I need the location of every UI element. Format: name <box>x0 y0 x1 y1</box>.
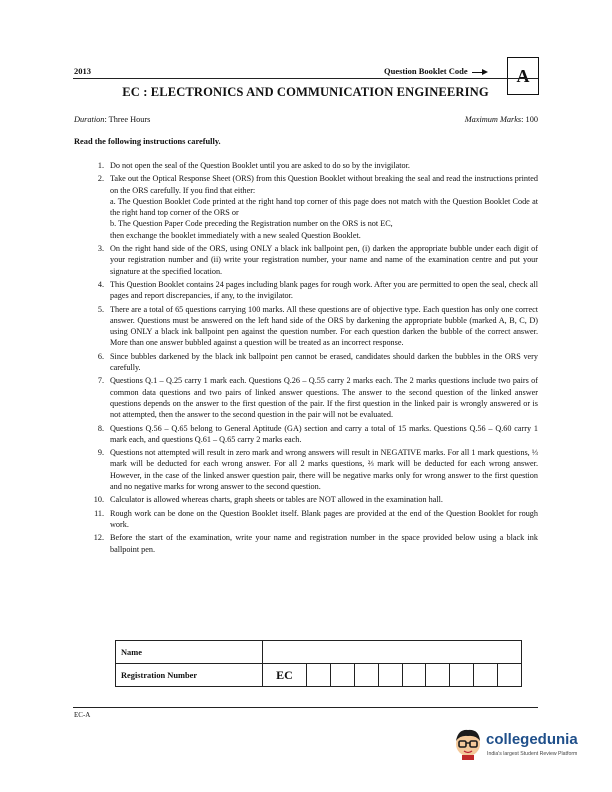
registration-digit-box[interactable] <box>330 664 354 687</box>
item-number: 4. <box>97 279 104 289</box>
sub-item-b: b. The Question Paper Code preceding the Registration number on the ORS is not EC, <box>110 219 393 229</box>
registration-digit-box[interactable] <box>498 664 522 687</box>
item-number: 5. <box>97 304 104 314</box>
list-item <box>88 375 538 420</box>
list-item <box>88 279 538 302</box>
item-number: 3. <box>97 244 104 254</box>
duration-value: : Three Hours <box>104 115 151 124</box>
item-number: 12. <box>93 533 104 543</box>
registration-number-label: Registration Number <box>116 664 263 687</box>
registration-digit-box[interactable] <box>307 664 331 687</box>
item-number: 11. <box>94 508 104 518</box>
item-number: 8. <box>97 423 104 433</box>
name-field[interactable] <box>262 641 521 664</box>
top-rule <box>73 78 538 79</box>
mascot-logo-icon <box>452 727 484 761</box>
item-text: Questions Q.1 – Q.25 carry 1 mark each. Questions Q.26 – Q.55 carry 2 marks each. The 2 marks questions include two pairs of common data questions and two pairs of linked answer questions. The answer to the second question of the linked answer questions depends on the answer to the first question of the pair. If the first question in the linked pair is wrongly answered or is not attempted, then the answer to the second question in the pair will not be evaluated. <box>110 376 538 420</box>
item-text: Take out the Optical Response Sheet (ORS) from this Question Booklet without breaking the seal and read the instructions printed on the ORS carefully. If you find that either: <box>110 174 538 195</box>
arrow-right-icon <box>472 72 486 73</box>
instructions-list <box>88 160 538 557</box>
registration-prefix: EC <box>262 664 306 687</box>
exam-year: 2013 <box>74 66 91 76</box>
booklet-code-box: A <box>507 57 539 95</box>
list-item <box>88 447 538 492</box>
item-text: Calculator is allowed whereas charts, graph sheets or tables are NOT allowed in the examination hall. <box>110 495 443 505</box>
sub-item-c: then exchange the booklet immediately with a new sealed Question Booklet. <box>110 230 361 240</box>
table-row <box>116 664 522 687</box>
duration <box>74 115 150 124</box>
item-number: 10. <box>93 495 104 505</box>
list-item <box>88 243 538 277</box>
list-item <box>88 173 538 241</box>
registration-digit-box[interactable] <box>378 664 402 687</box>
name-label: Name <box>116 641 263 664</box>
booklet-code-label-text: Question Booklet Code <box>384 66 468 76</box>
max-marks <box>400 115 538 124</box>
registration-digit-box[interactable] <box>426 664 450 687</box>
item-text: Since bubbles darkened by the black ink ballpoint pen cannot be erased, candidates should darken the bubbles in the ORS very carefully. <box>110 351 538 373</box>
table-row <box>116 641 522 664</box>
item-text: Do not open the seal of the Question Booklet until you are asked to do so by the invigilator. <box>110 161 410 170</box>
brand-name: collegedunia <box>486 731 578 748</box>
list-item <box>88 423 538 446</box>
list-item <box>88 160 538 171</box>
max-marks-label: Maximum Marks <box>464 115 522 124</box>
list-item <box>88 508 538 531</box>
registration-digit-box[interactable] <box>402 664 426 687</box>
item-number: 6. <box>97 351 104 361</box>
candidate-details-table <box>115 640 522 687</box>
bottom-rule <box>73 707 538 708</box>
item-text: Before the start of the examination, write your name and registration number in the space provided below using a black ink ballpoint pen. <box>110 533 538 554</box>
registration-digit-box[interactable] <box>450 664 474 687</box>
item-number: 1. <box>97 161 104 170</box>
list-item <box>88 532 538 555</box>
registration-digit-box[interactable] <box>354 664 378 687</box>
item-text: This Question Booklet contains 24 pages including blank pages for rough work. After you are permitted to open the seal, check all pages and report discrepancies, if any, to the invigilator. <box>110 279 538 301</box>
registration-digit-box[interactable] <box>474 664 498 687</box>
list-item <box>88 494 538 505</box>
duration-label: Duration <box>74 115 105 124</box>
item-number: 2. <box>97 174 104 184</box>
item-number: 7. <box>97 376 104 386</box>
item-number: 9. <box>97 448 104 458</box>
item-text: On the right hand side of the ORS, using ONLY a black ink ballpoint pen, (i) darken the appropriate bubble under each digit of your registration number and (ii) write your registration number, your name and name of the examination centre and put your signature at the specified location. <box>110 244 538 276</box>
instructions-heading: Read the following instructions carefully. <box>74 137 221 146</box>
max-marks-value: : 100 <box>521 115 538 124</box>
brand-tagline: India's largest Student Review Platform <box>487 751 578 757</box>
item-text: There are a total of 65 questions carrying 100 marks. All these questions are of objective type. Each question has only one correct answer. Questions must be answered on the left hand side of the ORS by darkening the appropriate bubble (marked A, B, C, D) using ONLY a black ink ballpoint pen against the question number. For each question darken the bubble of the correct answer. More than one answer bubbled against a question will be treated as an incorrect response. <box>110 304 538 348</box>
item-text: Rough work can be done on the Question Booklet itself. Blank pages are provided at the end of the Question Booklet for rough work. <box>110 508 538 529</box>
item-text: Questions not attempted will result in zero mark and wrong answers will result in NEGATIVE marks. For all 1 mark questions, ⅓ mark will be deducted for each wrong answer. For all 2 marks questions, ⅔ mark will be deducted for each wrong answer. However, in the case of the linked answer question pair, there will be negative marks only for wrong answer to the first question and no negative marks for wrong answer to the second question. <box>110 448 538 492</box>
page-title: EC : ELECTRONICS AND COMMUNICATION ENGINEERING <box>122 85 489 99</box>
page-code: EC-A <box>74 711 91 719</box>
item-text: Questions Q.56 – Q.65 belong to General Aptitude (GA) section and carry a total of 15 marks. Questions Q.56 – Q.60 carry 1 mark each, and questions Q.61 – Q.65 carry 2 marks each. <box>110 423 538 444</box>
booklet-code-label <box>384 66 486 76</box>
list-item <box>88 351 538 374</box>
sub-item-a: a. The Question Booklet Code printed at the right hand top corner of this page does not match with the Question Booklet Code at the right hand top corner of the ORS or <box>110 196 538 218</box>
list-item <box>88 304 538 349</box>
